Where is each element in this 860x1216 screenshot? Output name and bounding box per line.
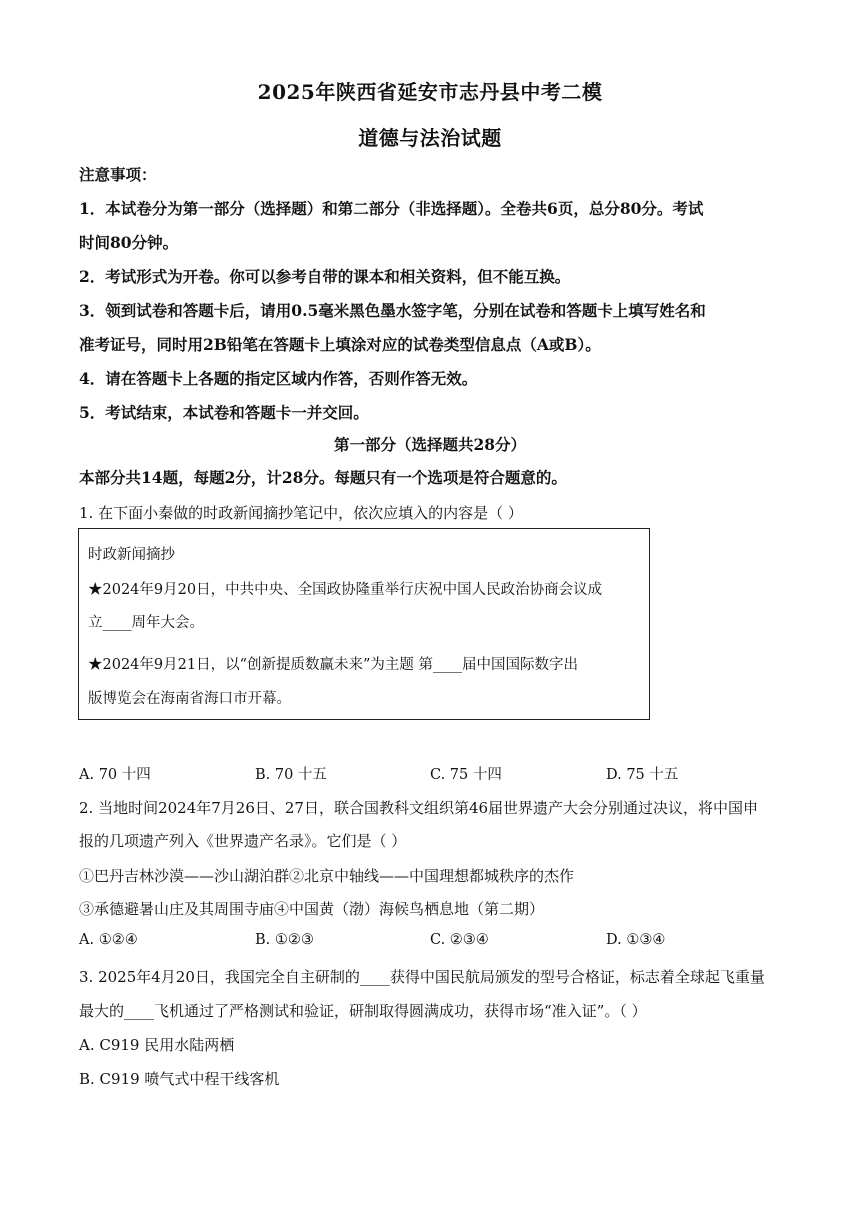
question-2-option-b: B. ①②③ [255, 932, 314, 948]
question-1-stem: 1. 在下面小秦做的时政新闻摘抄笔记中，依次应填入的内容是（ ） [79, 504, 523, 522]
notice-item: 时间80分钟。 [79, 233, 179, 252]
news-box-line: 版博览会在海南省海口市开幕。 [88, 691, 291, 707]
part1-heading: 第一部分（选择题共28分） [333, 435, 527, 454]
news-box-line: 立____周年大会。 [88, 615, 204, 631]
question-2-stem: 2. 当地时间2024年7月26日、27日，联合国教科文组织第46届世界遗产大会分别通过决议，将中国申 [79, 799, 759, 817]
notice-item: 准考证号，同时用2B铅笔在答题卡上填涂对应的试卷类型信息点（A或B）。 [79, 335, 601, 354]
exam-title: 2025年陕西省延安市志丹县中考二模 [257, 80, 603, 104]
notice-item: 3．领到试卷和答题卡后，请用0.5毫米黑色墨水签字笔，分别在试卷和答题卡上填写姓名和 [79, 301, 706, 320]
notice-item: 4．请在答题卡上各题的指定区域内作答，否则作答无效。 [79, 369, 478, 388]
question-1-option-c: C. 75 十四 [430, 767, 502, 783]
part1-instruction: 本部分共14题，每题2分，计28分。每题只有一个选项是符合题意的。 [79, 468, 567, 487]
news-notes-box [78, 528, 650, 720]
question-2-option-a: A. ①②④ [79, 932, 138, 948]
question-2-option-c: C. ②③④ [430, 932, 489, 948]
notice-heading: 注意事项： [79, 165, 157, 184]
exam-subtitle: 道德与法治试题 [358, 126, 502, 150]
question-3-stem: 3. 2025年4月20日，我国完全自主研制的____获得中国民航局颁发的型号合格证，标志着全球起飞重量 [79, 968, 765, 986]
question-2-option-d: D. ①③④ [606, 932, 666, 948]
notice-item: 1．本试卷分为第一部分（选择题）和第二部分（非选择题）。全卷共6页，总分80分。考试 [79, 199, 704, 218]
question-1-option-b: B. 70 十五 [255, 767, 327, 783]
question-1-option-a: A. 70 十四 [79, 767, 151, 783]
question-3-option-a: A. C919 民用水陆两栖 [79, 1036, 235, 1054]
question-2-stem: 报的几项遗产列入《世界遗产名录》。它们是（ ） [79, 832, 407, 850]
question-2-item: ③承德避暑山庄及其周围寺庙④中国黄（渤）海候鸟栖息地（第二期） [79, 900, 545, 918]
notice-item: 5．考试结束，本试卷和答题卡一并交回。 [79, 403, 369, 422]
news-box-line: ★2024年9月20日，中共中央、全国政协隆重举行庆祝中国人民政治协商会议成 [88, 582, 603, 598]
question-3-option-b: B. C919 喷气式中程干线客机 [79, 1070, 280, 1088]
notice-item: 2．考试形式为开卷。你可以参考自带的课本和相关资料，但不能互换。 [79, 267, 571, 286]
news-box-title: 时政新闻摘抄 [88, 547, 175, 563]
question-2-item: ①巴丹吉林沙漠——沙山湖泊群②北京中轴线——中国理想都城秩序的杰作 [79, 867, 575, 885]
question-1-option-d: D. 75 十五 [606, 767, 679, 783]
news-box-line: ★2024年9月21日，以“创新提质数赢未来”为主题 第____届中国国际数字出 [88, 657, 579, 673]
question-3-stem: 最大的____飞机通过了严格测试和验证，研制取得圆满成功，获得市场“准入证”。（ ） [79, 1002, 647, 1020]
